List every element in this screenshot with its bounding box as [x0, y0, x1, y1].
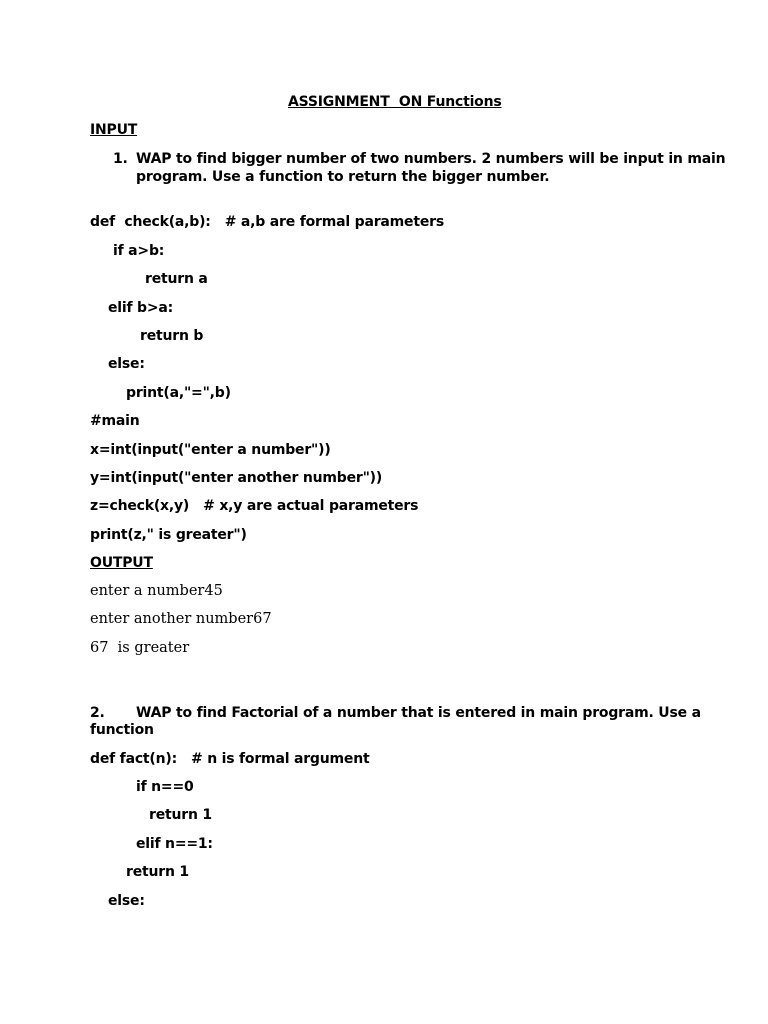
code-line: return a — [145, 271, 208, 287]
code-line: y=int(input("enter another number")) — [90, 470, 383, 486]
question-2-text-line-1: WAP to find Factorial of a number that is entered in main program. Use a — [136, 705, 701, 721]
question-1-number: 1. — [113, 151, 128, 167]
code-line: return 1 — [126, 864, 189, 880]
code-line: #main — [90, 413, 140, 429]
code-line: z=check(x,y) # x,y are actual parameters — [90, 498, 419, 514]
code-line: elif n==1: — [136, 836, 213, 852]
code-line: x=int(input("enter a number")) — [90, 442, 331, 458]
code-line: if a>b: — [113, 243, 165, 259]
code-line: def fact(n): # n is formal argument — [90, 751, 370, 767]
code-line: else: — [108, 356, 145, 372]
output-line: enter another number67 — [90, 611, 272, 627]
code-line: return 1 — [149, 807, 212, 823]
code-line: def check(a,b): # a,b are formal parameters — [90, 214, 444, 230]
output-heading: OUTPUT — [90, 555, 153, 571]
code-line: else: — [108, 893, 145, 909]
code-line: if n==0 — [136, 779, 194, 795]
code-line: return b — [140, 328, 204, 344]
question-1-text-line-2: program. Use a function to return the bigger number. — [136, 169, 550, 185]
question-2-text-line-2: function — [90, 722, 154, 738]
output-line: enter a number45 — [90, 583, 223, 599]
question-1-text-line-1: WAP to find bigger number of two numbers. 2 numbers will be input in main — [136, 151, 726, 167]
code-line: print(a,"=",b) — [126, 385, 231, 401]
page-title: ASSIGNMENT ON Functions — [288, 94, 502, 110]
code-line: print(z," is greater") — [90, 527, 247, 543]
input-heading: INPUT — [90, 122, 138, 138]
output-line: 67 is greater — [90, 640, 190, 656]
question-2-number: 2. — [90, 705, 105, 721]
code-line: elif b>a: — [108, 300, 174, 316]
